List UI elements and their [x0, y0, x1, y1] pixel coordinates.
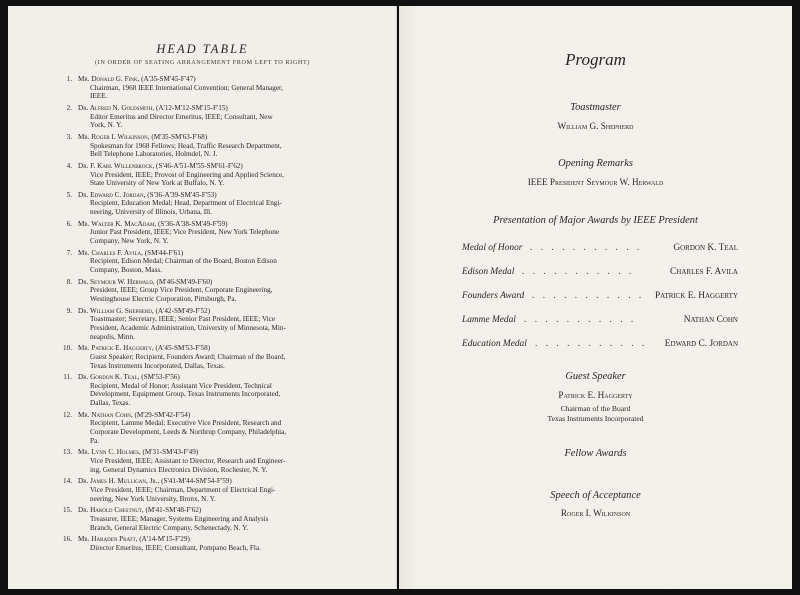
award-recipient: Charles F. Avila [670, 267, 738, 277]
entry-grades: (S'36-A'39-SM'45-F'53) [147, 190, 217, 199]
entry-detail-line: Branch, General Electric Company, Schenectady, N. Y. [90, 523, 249, 532]
head-table-entry [64, 373, 384, 407]
entry-detail-line: Director Emeritus, IEEE; Consultant, Pompano Beach, Fla. [90, 543, 261, 552]
entry-detail-line: Westinghouse Electric Corporation, Pittsburgh, Pa. [90, 294, 237, 303]
entry-detail-line: Vice President, IEEE; Assistant to Director, Research and Engineer- [90, 457, 286, 465]
head-table-entry [64, 162, 384, 188]
entry-detail-line: Vice President, IEEE; Chairman, Department of Electrical Engi- [90, 485, 276, 494]
entry-name: Dr. William G. Shepherd, [78, 306, 154, 315]
entry-detail-line: neering, University of Illinois, Urbana, Ill. [90, 208, 212, 217]
head-table-entry [64, 220, 384, 246]
head-table-entry [64, 506, 384, 532]
head-table-entry [64, 535, 384, 552]
award-leader-dots: . . . . . . . . . . . [530, 243, 643, 253]
guest-speaker-heading: Guest Speaker [565, 371, 626, 382]
entry-grades: (M'29-SM'42-F'54) [134, 410, 191, 419]
entry-name: Mr. Donald G. Fink, [78, 75, 140, 83]
acceptance-name: Roger I. Wilkinson [560, 508, 631, 518]
entry-name: Dr. Harold Chestnut, [78, 506, 144, 515]
award-leader-dots: . . . . . . . . . . . [522, 267, 635, 277]
award-row [462, 315, 738, 329]
entry-detail-line: Corporate Development, Leeds & Northrup Company, Philadelphia, [90, 428, 287, 437]
award-name: Founders Award [462, 291, 525, 301]
entry-detail-line: neapolis, Minn. [90, 332, 135, 341]
award-name: Edison Medal [462, 267, 515, 277]
head-table-entry [64, 249, 384, 275]
entry-grades: (A'35-SM'45-F'47) [141, 75, 196, 83]
award-row [462, 267, 738, 281]
entry-grades: (S'41-M'44-SM'54-F'59) [161, 477, 232, 486]
fellow-awards-heading: Fellow Awards [564, 448, 627, 459]
entry-name: Dr. James H. Mulligan, Jr., [78, 477, 160, 486]
entry-name: Dr. Alfred N. Goldsmith, [78, 103, 155, 112]
awards-heading: Presentation of Major Awards by IEEE President [493, 215, 698, 226]
entry-detail-line: Recipient, Education Medal; Head, Department of Electrical Engi- [90, 199, 282, 208]
toastmaster-heading: Toastmaster [570, 102, 621, 113]
entry-grades: (M'41-SM'48-F'62) [145, 506, 202, 515]
head-table-entry [64, 411, 384, 445]
entry-detail-line: Junior Past President, IEEE; Vice President, New York Telephone [90, 228, 280, 237]
entry-detail-line: Texas Instruments Incorporated, Dallas, Texas. [90, 361, 225, 370]
entry-detail-line: neering, New York University, Bronx, N. Y. [90, 494, 216, 503]
entry-detail-line: Development, Equipment Group, Texas Instruments Incorporated, [90, 390, 281, 399]
opening-remarks-text: IEEE President Seymour W. Herwald [527, 177, 664, 187]
award-recipient: Nathan Cohn [683, 315, 738, 325]
entry-name: Dr. Gordon K. Teal, [78, 373, 140, 382]
entry-number: 7. [66, 248, 72, 257]
entry-detail-line: Dallas, Texas. [90, 399, 131, 408]
entry-detail-line: Editor Emeritus and Director Emeritus, IEEE; Consultant, New [90, 112, 273, 121]
entry-detail-line: Toastmaster; Secretary, IEEE; Senior Past President, IEEE; Vice [90, 315, 276, 324]
entry-detail-line: Company, Boston, Mass. [90, 266, 163, 274]
award-recipient: Gordon K. Teal [673, 243, 738, 253]
opening-remarks-heading: Opening Remarks [558, 158, 633, 169]
entry-number: 15. [63, 506, 72, 515]
guest-speaker-role: Chairman of the Board [560, 404, 631, 413]
entry-detail-line: York, N. Y. [90, 121, 123, 130]
entry-name: Mr. Roger I. Wilkinson, [78, 132, 150, 141]
entry-detail-line: Vice President, IEEE; Provost of Engineering and Applied Science, [90, 170, 284, 179]
entry-name: Dr. Edward C. Jordan, [78, 190, 146, 199]
award-leader-dots: . . . . . . . . . . . [532, 291, 645, 301]
entry-detail-line: Pa. [90, 436, 99, 445]
entry-number: 12. [63, 410, 72, 419]
entry-number: 9. [66, 306, 72, 315]
head-table-entry [64, 477, 384, 503]
entry-number: 3. [66, 132, 72, 141]
entry-name: Mr. Charles F. Avila, [78, 248, 143, 257]
entry-detail-line: IEEE. [90, 92, 108, 101]
entry-number: 13. [63, 448, 72, 457]
entry-detail-line: Guest Speaker; Recipient, Founders Award; Chairman of the Board, [90, 352, 286, 361]
program-title: Program [565, 50, 626, 69]
entry-detail-line: Company, New York, N. Y. [90, 237, 169, 246]
award-row [462, 243, 738, 257]
guest-speaker-company: Texas Instruments Incorporated [547, 414, 644, 423]
head-table-entry [64, 278, 384, 304]
entry-grades: (M'35-SM'63-F'68) [151, 132, 208, 141]
entry-grades: (SM'53-F'56) [141, 373, 180, 382]
entry-detail-line: ing, General Dynamics Electronics Division, Rochester, N. Y. [90, 465, 268, 474]
entry-number: 8. [66, 277, 72, 286]
head-table-entry [64, 133, 384, 159]
entry-grades: (M'46-SM'49-F'60) [156, 277, 213, 286]
entry-number: 16. [63, 535, 72, 544]
entry-number: 11. [63, 373, 72, 382]
entry-number: 10. [63, 344, 72, 353]
entry-name: Mr. Haraden Pratt, [78, 535, 138, 544]
entry-number: 5. [66, 190, 72, 199]
toastmaster-name: William G. Shepherd [557, 121, 634, 131]
head-table-list [64, 75, 384, 556]
entry-detail-line: Recipient, Lamme Medal; Executive Vice President, Research and [90, 419, 282, 428]
entry-name: Mr. Nathan Cohn, [78, 410, 133, 419]
entry-grades: (A'12-M'12-SM'15-F'15) [155, 103, 228, 112]
entry-detail-line: Chairman, 1968 IEEE International Convention; General Manager, [90, 83, 283, 92]
award-name: Medal of Honor [462, 243, 523, 253]
entry-grades: (S'46-A'51-M'55-SM'61-F'62) [156, 161, 243, 170]
entry-detail-line: Recipient, Edison Medal; Chairman of the Board, Boston Edison [90, 257, 277, 266]
award-recipient: Edward C. Jordan [664, 339, 738, 349]
head-table-title: HEAD TABLE [156, 42, 249, 56]
award-row [462, 291, 738, 305]
entry-detail-line: Bell Telephone Laboratories, Holmdel, N. J. [90, 150, 218, 159]
entry-detail-line: Treasurer, IEEE; Manager, Systems Engineering and Analysis [90, 514, 269, 523]
entry-grades: (A'45-SM'53-F'58) [155, 344, 211, 353]
award-recipient: Patrick E. Haggerty [654, 291, 738, 301]
entry-detail-line: Spokesman for 1968 Fellows; Head, Traffic Research Department, [90, 141, 282, 150]
entry-detail-line: Recipient, Medal of Honor; Assistant Vice President, Technical [90, 381, 272, 390]
head-table-section [8, 6, 397, 589]
head-table-entry [64, 191, 384, 217]
award-name: Education Medal [462, 339, 527, 349]
entry-number: 6. [66, 219, 72, 228]
entry-detail-line: President, Academic Administration, University of Minnesota, Min- [90, 323, 286, 332]
entry-number: 2. [66, 103, 72, 112]
award-name: Lamme Medal [462, 315, 516, 325]
entry-number: 4. [66, 161, 72, 170]
head-table-entry [64, 448, 384, 474]
entry-detail-line: President, IEEE; Group Vice President, Corporate Engineering, [90, 286, 273, 295]
head-table-subtitle: (IN ORDER OF SEATING ARRANGEMENT FROM LEFT TO RIGHT) [95, 59, 310, 66]
acceptance-heading: Speech of Acceptance [550, 490, 641, 501]
entry-grades: (A'42-SM'49-F'52) [155, 306, 211, 315]
entry-number: 1. [66, 75, 72, 83]
head-table-entry [64, 75, 384, 101]
head-table-entry [64, 307, 384, 341]
award-row [462, 339, 738, 353]
entry-grades: (A'14-M'15-F'29) [139, 535, 190, 544]
guest-speaker-name: Patrick E. Haggerty [558, 390, 633, 400]
head-table-entry [64, 344, 384, 370]
entry-name: Mr. Lynn C. Holmes, [78, 448, 141, 457]
award-leader-dots: . . . . . . . . . . . [535, 339, 648, 349]
head-table-entry [64, 104, 384, 130]
entry-grades: (SM'44-F'61) [144, 248, 184, 257]
entry-number: 14. [63, 477, 72, 486]
entry-grades: (S'36-A'38-SM'49-F'59) [158, 219, 228, 228]
entry-grades: (M'31-SM'43-F'49) [142, 448, 199, 457]
entry-name: Mr. Walter K. MacAdam, [78, 219, 157, 228]
award-leader-dots: . . . . . . . . . . . [524, 315, 637, 325]
entry-name: Dr. F. Karl Willenbrock, [78, 161, 155, 170]
entry-detail-line: State University of New York at Buffalo, N. Y. [90, 179, 225, 188]
entry-name: Dr. Seymour W. Herwald, [78, 277, 155, 286]
entry-name: Mr. Patrick E. Haggerty, [78, 344, 154, 353]
